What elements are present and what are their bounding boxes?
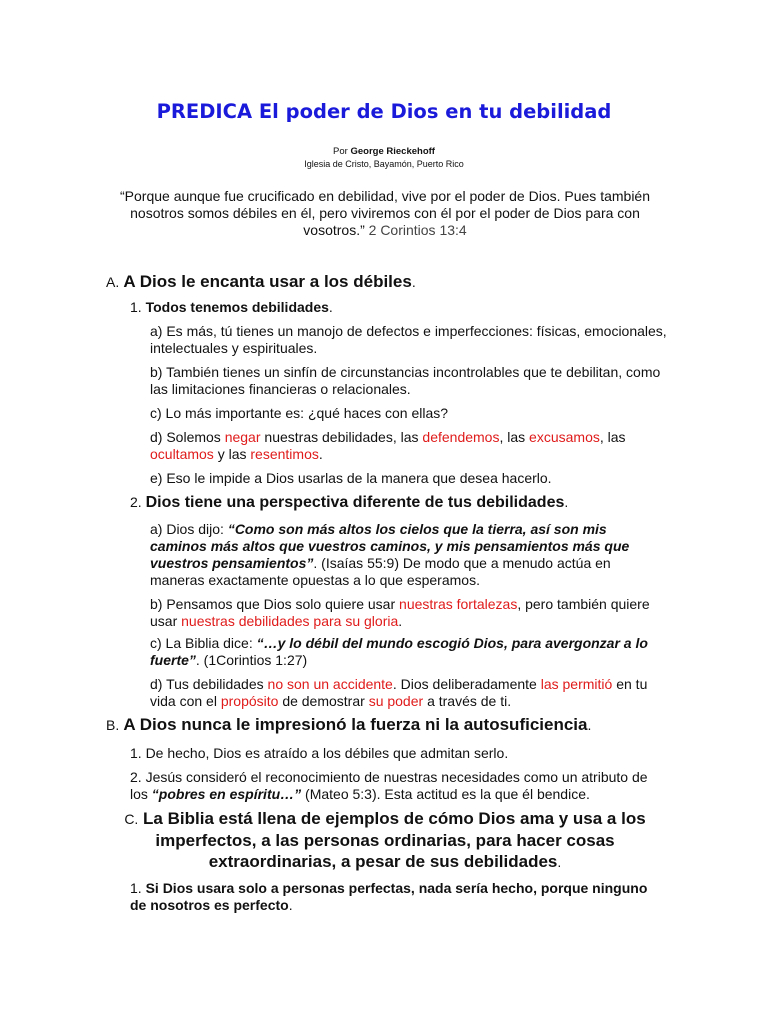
church-name: Iglesia de Cristo, Bayamón, Puerto Rico <box>304 159 464 169</box>
paragraph-a1-e: e) Eso le impide a Dios usarlas de la manera que desea hacerlo. <box>150 470 552 486</box>
paragraph-b1: 1. De hecho, Dios es atraído a los débiles que admitan serlo. <box>130 745 509 761</box>
point-a2-heading: 2. Dios tiene una perspectiva diferente de tus debilidades. <box>130 494 569 511</box>
bible-quote: “…y lo débil del mundo escogió Dios, para avergonzar a lo fuerte” <box>150 635 648 668</box>
section-title: La Biblia está llena de ejemplos de cómo Dios ama y usa a los imperfectos, a las personas ordinarias, para hacer cosas extraordinarias, a pesar de sus debilidades <box>143 809 646 871</box>
quote-reference: 2 Corintios 13:4 <box>368 222 467 238</box>
highlight-text: no son un accidente <box>267 676 393 692</box>
point-title: Si Dios usara solo a personas perfectas, nada sería hecho, porque ninguno de nosotros es perfecto <box>130 880 648 913</box>
paragraph-a1-a: a) Es más, tú tienes un manojo de defectos e imperfecciones: físicas, emocionales, intelectuales y espirituales. <box>150 323 667 356</box>
section-c-heading: C. La Biblia está llena de ejemplos de cómo Dios ama y usa a los imperfectos, a las personas ordinarias, para hacer cosas extraordinarias, a pesar de sus debilidades. <box>124 809 646 871</box>
paragraph-a1-d: d) Solemos negar nuestras debilidades, las defendemos, las excusamos, las ocultamos y las resentimos. <box>150 429 626 462</box>
section-a-heading: A. A Dios le encanta usar a los débiles. <box>106 272 416 291</box>
section-title: A Dios le encanta usar a los débiles <box>123 272 412 291</box>
paragraph-c1: 1. Si Dios usara solo a personas perfectas, nada sería hecho, porque ninguno de nosotros es perfecto. <box>130 880 648 913</box>
section-letter: A. <box>106 274 120 290</box>
paragraph-a2-d: d) Tus debilidades no son un accidente. Dios deliberadamente las permitió en tu vida con el propósito de demostrar su poder a través de ti. <box>150 676 648 709</box>
document-title: PREDICA El poder de Dios en tu debilidad <box>156 100 612 123</box>
highlight-text: defendemos <box>422 429 500 445</box>
highlight-text: excusamos <box>529 429 600 445</box>
paragraph-b2: 2. Jesús consideró el reconocimiento de nuestras necesidades como un atributo de los “pobres en espíritu…” (Mateo 5:3). Esta actitud es la que él bendice. <box>130 769 648 802</box>
author-name: George Rieckehoff <box>350 146 435 157</box>
highlight-text: negar <box>224 429 261 445</box>
highlight-text: ocultamos <box>150 446 214 462</box>
paragraph-a1-c: c) Lo más importante es: ¿qué haces con ellas? <box>150 405 449 421</box>
paragraph-a1-b: b) También tienes un sinfín de circunstancias incontrolables que te debilitan, como las limitaciones financieras o relacionales. <box>150 364 661 397</box>
point-title: Dios tiene una perspectiva diferente de tus debilidades <box>145 494 565 511</box>
point-title: Todos tenemos debilidades <box>145 299 329 315</box>
section-letter: B. <box>106 717 120 733</box>
quote-text: “Porque aunque fue crucificado en debilidad, vive por el poder de Dios. Pues también nosotros somos débiles en él, pero viviremos con él por el poder de Dios para con vosotros.” <box>120 188 650 238</box>
bible-quote: “pobres en espíritu…” <box>151 786 302 802</box>
section-letter: C. <box>124 811 139 827</box>
paragraph-a2-b: b) Pensamos que Dios solo quiere usar nuestras fortalezas, pero también quiere usar nuestras debilidades para su gloria. <box>150 596 650 629</box>
bible-quote: “Como son más altos los cielos que la tierra, así son mis caminos más altos que vuestros caminos, y mis pensamientos más que vuestros pensamientos” <box>150 521 630 571</box>
section-title: A Dios nunca le impresionó la fuerza ni la autosuficiencia <box>123 715 588 734</box>
highlight-text: las permitió <box>540 676 613 692</box>
highlight-text: nuestras debilidades para su gloria <box>181 613 399 629</box>
highlight-text: nuestras fortalezas <box>399 596 518 612</box>
point-a1-heading: 1. Todos tenemos debilidades. <box>130 299 333 315</box>
paragraph-a2-c: c) La Biblia dice: “…y lo débil del mundo escogió Dios, para avergonzar a lo fuerte”. (1Corintios 1:27) <box>150 635 648 668</box>
section-b-heading: B. A Dios nunca le impresionó la fuerza ni la autosuficiencia. <box>106 715 592 734</box>
highlight-text: propósito <box>220 693 279 709</box>
highlight-text: su poder <box>368 693 424 709</box>
by-label: Por <box>333 146 348 157</box>
highlight-text: resentimos <box>250 446 319 462</box>
epigraph-quote <box>115 188 655 239</box>
byline <box>0 146 768 157</box>
paragraph-a2-a: a) Dios dijo: “Como son más altos los cielos que la tierra, así son mis caminos más altos que vuestros caminos, y mis pensamientos más que vuestros pensamientos”. (Isaías 55:9) De modo que a menudo actúa en maneras exactamente opuestas a lo que esperamos. <box>150 521 630 588</box>
